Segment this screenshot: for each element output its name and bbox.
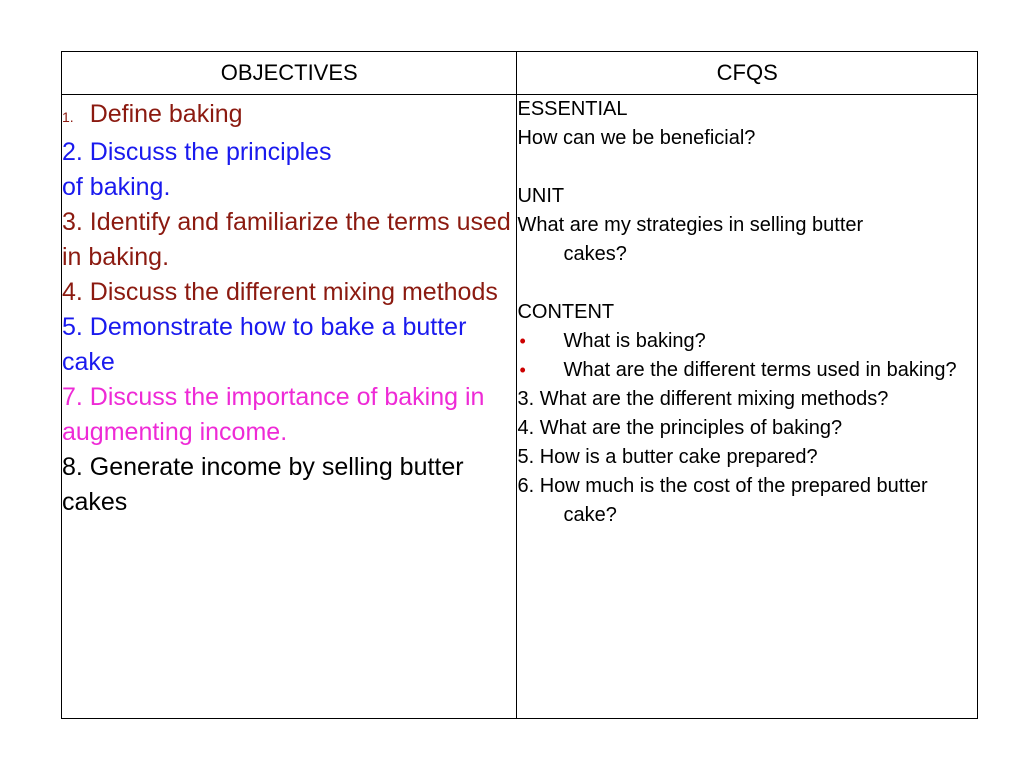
content-question-6: 6. How much is the cost of the prepared butter cake? bbox=[517, 475, 928, 526]
objective-text: 3. Identify and familiarize the terms used in baking. bbox=[62, 208, 511, 271]
spacer bbox=[517, 269, 977, 298]
content-bullet-2 bbox=[517, 356, 977, 385]
objectives-header: OBJECTIVES bbox=[62, 52, 517, 95]
spacer bbox=[517, 153, 977, 182]
bullet-text: What are the different terms used in baking? bbox=[563, 359, 957, 381]
bullet-icon: • bbox=[519, 360, 526, 380]
objective-item-5 bbox=[62, 310, 516, 380]
bullet-icon: • bbox=[519, 331, 526, 351]
essential-question: How can we be beneficial? bbox=[517, 127, 756, 149]
cfqs-cell bbox=[517, 95, 978, 719]
objective-number: 1. bbox=[62, 109, 74, 125]
content-row bbox=[62, 95, 978, 719]
cfqs-header: CFQS bbox=[517, 52, 978, 95]
objective-item-2 bbox=[62, 135, 516, 205]
unit-question: What are my strategies in selling butter cakes? bbox=[517, 214, 864, 265]
objective-item-4 bbox=[62, 275, 516, 310]
objective-item-8 bbox=[62, 450, 516, 520]
bullet-text: What is baking? bbox=[563, 330, 706, 352]
objectives-list bbox=[62, 95, 516, 520]
content-label: CONTENT bbox=[517, 301, 615, 323]
objective-item-3 bbox=[62, 205, 516, 275]
objective-text: 7. Discuss the importance of baking in augmenting income. bbox=[62, 383, 485, 446]
header-row bbox=[62, 52, 978, 95]
objective-item-7 bbox=[62, 380, 516, 450]
unit-label: UNIT bbox=[517, 185, 565, 207]
content-question-5: 5. How is a butter cake prepared? bbox=[517, 446, 818, 468]
objective-text: 4. Discuss the different mixing methods bbox=[62, 278, 498, 306]
objective-text: 5. Demonstrate how to bake a butter cake bbox=[62, 313, 467, 376]
content-question-3: 3. What are the different mixing methods? bbox=[517, 388, 889, 410]
content-bullet-1 bbox=[517, 327, 977, 356]
objectives-cell bbox=[62, 95, 517, 719]
objective-text: 2. Discuss the principles of baking. bbox=[62, 138, 332, 201]
objective-text: Define baking bbox=[89, 100, 243, 128]
objective-text: 8. Generate income by selling butter cakes bbox=[62, 453, 464, 516]
objective-item-1 bbox=[62, 97, 516, 135]
essential-label: ESSENTIAL bbox=[517, 98, 628, 120]
content-question-4: 4. What are the principles of baking? bbox=[517, 417, 843, 439]
objectives-cfqs-table bbox=[61, 51, 978, 719]
